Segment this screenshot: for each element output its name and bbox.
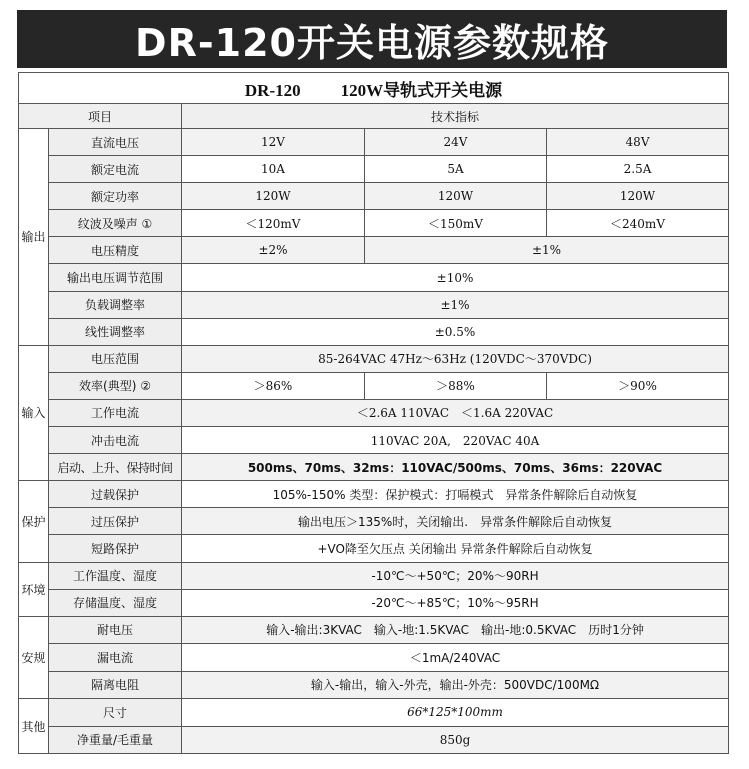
table-row — [19, 399, 729, 426]
value-12v: ＜120mV — [182, 210, 365, 237]
table-row — [19, 454, 729, 481]
value-24v: 120W — [365, 183, 547, 210]
param-label: 电压精度 — [49, 237, 182, 264]
value-24v: ＜150mV — [365, 210, 547, 237]
param-value: 85-264VAC 47Hz～63Hz (120VDC～370VDC) — [182, 345, 729, 372]
table-row — [19, 616, 729, 644]
category-environment: 环境 — [19, 562, 49, 616]
param-label: 额定电流 — [49, 156, 182, 183]
value-12v: ＞86% — [182, 372, 365, 399]
value-48v: ＞90% — [547, 372, 729, 399]
category-safety: 安规 — [19, 616, 49, 699]
param-value: -20℃～+85℃；10%～95RH — [182, 589, 729, 616]
param-label: 负载调整率 — [49, 291, 182, 318]
header-spec: 技术指标 — [182, 104, 729, 129]
param-label: 线性调整率 — [49, 318, 182, 345]
param-label: 短路保护 — [49, 535, 182, 562]
param-value: 500ms、70ms、32ms：110VAC/500ms、70ms、36ms：220VAC — [182, 454, 729, 481]
spec-table — [18, 72, 729, 754]
table-row — [19, 671, 729, 699]
param-label: 启动、上升、保持时间 — [49, 454, 182, 481]
table-row — [19, 129, 729, 156]
param-value: -10℃～+50℃；20%～90RH — [182, 562, 729, 589]
param-label: 净重量/毛重量 — [49, 726, 182, 754]
param-label: 工作电流 — [49, 399, 182, 426]
value-24v-48v: ±1% — [365, 237, 729, 264]
param-value: ±10% — [182, 264, 729, 291]
table-row — [19, 345, 729, 372]
param-value: 输出电压＞135%时，关闭输出. 异常条件解除后自动恢复 — [182, 508, 729, 535]
param-label: 效率(典型) ② — [49, 372, 182, 399]
param-label: 额定功率 — [49, 183, 182, 210]
model-name: 120W导轨式开关电源 — [340, 80, 503, 100]
param-label: 直流电压 — [49, 129, 182, 156]
param-value: ±0.5% — [182, 318, 729, 345]
value-24v: ＞88% — [365, 372, 547, 399]
category-other: 其他 — [19, 699, 49, 754]
param-value: 850g — [182, 726, 729, 754]
table-row — [19, 562, 729, 589]
param-value: 110VAC 20A, 220VAC 40A — [182, 427, 729, 454]
table-row — [19, 535, 729, 562]
table-row — [19, 644, 729, 672]
param-value: ＜1mA/240VAC — [182, 644, 729, 672]
value-12v: ±2% — [182, 237, 365, 264]
param-value: 输入-输出，输入-外壳，输出-外壳：500VDC/100MΩ — [182, 671, 729, 699]
param-label: 存储温度、湿度 — [49, 589, 182, 616]
table-row — [19, 481, 729, 508]
value-12v: 10A — [182, 156, 365, 183]
table-row — [19, 291, 729, 318]
banner-title: DR-120开关电源参数规格 — [17, 10, 727, 68]
param-label: 过载保护 — [49, 481, 182, 508]
value-48v: ＜240mV — [547, 210, 729, 237]
value-24v: 24V — [365, 129, 547, 156]
param-label: 隔离电阻 — [49, 671, 182, 699]
table-row — [19, 318, 729, 345]
table-row — [19, 264, 729, 291]
category-protection: 保护 — [19, 481, 49, 562]
table-row — [19, 210, 729, 237]
param-label: 输出电压调节范围 — [49, 264, 182, 291]
param-value: 输入-输出:3KVAC 输入-地:1.5KVAC 输出-地:0.5KVAC 历时1分钟 — [182, 616, 729, 644]
table-row — [19, 589, 729, 616]
param-label: 冲击电流 — [49, 427, 182, 454]
value-24v: 5A — [365, 156, 547, 183]
param-label: 漏电流 — [49, 644, 182, 672]
param-label: 工作温度、湿度 — [49, 562, 182, 589]
param-label: 尺寸 — [49, 699, 182, 727]
value-12v: 120W — [182, 183, 365, 210]
model-row — [19, 73, 729, 104]
param-value: +VO降至欠压点 关闭输出 异常条件解除后自动恢复 — [182, 535, 729, 562]
param-value: 105%-150% 类型：保护模式：打嗝模式 异常条件解除后自动恢复 — [182, 481, 729, 508]
param-value: 66*125*100mm — [182, 699, 729, 727]
param-label: 过压保护 — [49, 508, 182, 535]
table-row — [19, 427, 729, 454]
value-12v: 12V — [182, 129, 365, 156]
category-output: 输出 — [19, 129, 49, 346]
table-row — [19, 726, 729, 754]
table-row — [19, 372, 729, 399]
param-label: 耐电压 — [49, 616, 182, 644]
table-row — [19, 156, 729, 183]
param-label: 纹波及噪声 ① — [49, 210, 182, 237]
value-48v: 2.5A — [547, 156, 729, 183]
model-code: DR-120 — [244, 80, 301, 100]
header-item: 项目 — [19, 104, 182, 129]
table-row — [19, 508, 729, 535]
table-row — [19, 237, 729, 264]
value-48v: 120W — [547, 183, 729, 210]
param-value: ＜2.6A 110VAC ＜1.6A 220VAC — [182, 399, 729, 426]
header-row — [19, 104, 729, 129]
category-input: 输入 — [19, 345, 49, 480]
table-row — [19, 699, 729, 727]
param-label: 电压范围 — [49, 345, 182, 372]
value-48v: 48V — [547, 129, 729, 156]
table-row — [19, 183, 729, 210]
param-value: ±1% — [182, 291, 729, 318]
